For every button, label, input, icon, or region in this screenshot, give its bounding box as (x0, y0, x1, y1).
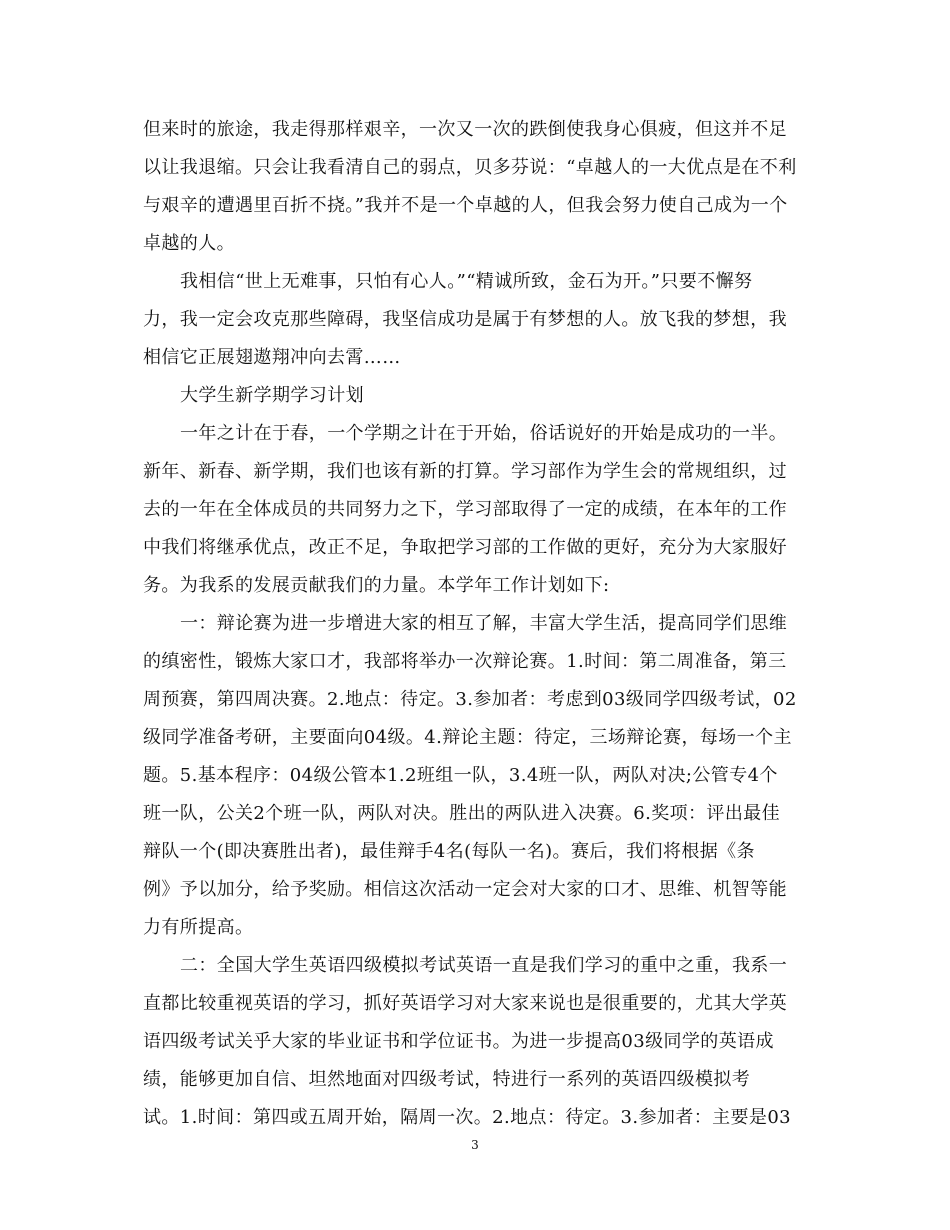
text-line: 一：辩论赛为进一步增进大家的相互了解，丰富大学生活，提高同学们思维 (180, 613, 788, 634)
text-line: 与艰辛的遭遇里百折不挠。”我并不是一个卓越的人，但我会努力使自己成为一个 (143, 195, 788, 216)
section-heading: 大学生新学期学习计划 (180, 385, 364, 406)
text-line: 力，我一定会攻克那些障碍，我坚信成功是属于有梦想的人。放飞我的梦想，我 (143, 309, 787, 330)
text-line: 一年之计在于春，一个学期之计在于开始，俗话说好的开始是成功的一半。 (180, 423, 788, 444)
text-line: 去的一年在全体成员的共同努力之下，学习部取得了一定的成绩，在本年的工作 (143, 499, 787, 520)
text-line: 二：全国大学生英语四级模拟考试英语一直是我们学习的重中之重，我系一 (180, 955, 788, 976)
text-line: 语四级考试关乎大家的毕业证书和学位证书。为进一步提高03级同学的英语成 (143, 1031, 774, 1052)
text-line: 以让我退缩。只会让我看清自己的弱点，贝多芬说：“卓越人的一大优点是在不利 (143, 157, 797, 178)
page-number: 3 (471, 1138, 479, 1152)
text-line: 卓越的人。 (143, 233, 235, 254)
text-line: 新年、新春、新学期，我们也该有新的打算。学习部作为学生会的常规组织，过 (143, 461, 787, 482)
text-line: 周预赛，第四周决赛。2.地点：待定。3.参加者：考虑到03级同学四级考试，02 (143, 689, 797, 710)
text-line: 但来时的旅途，我走得那样艰辛，一次又一次的跌倒使我身心俱疲，但这并不足 (143, 119, 787, 140)
text-line: 辩队一个(即决赛胜出者)，最佳辩手4名(每队一名)。赛后，我们将根据《条 (143, 841, 755, 862)
text-line: 相信它正展翅遨翔冲向去霄…… (143, 347, 401, 368)
text-line: 级同学准备考研，主要面向04级。4.辩论主题：待定，三场辩论赛，每场一个主 (143, 727, 792, 748)
text-line: 中我们将继承优点，改正不足，争取把学习部的工作做的更好，充分为大家服好 (143, 537, 787, 558)
text-line: 直都比较重视英语的学习，抓好英语学习对大家来说也是很重要的，尤其大学英 (143, 993, 787, 1014)
text-line: 例》予以加分，给予奖励。相信这次活动一定会对大家的口才、思维、机智等能 (143, 879, 787, 900)
text-line: 题。5.基本程序：04级公管本1.2班组一队，3.4班一队，两队对决;公管专4个 (143, 765, 778, 786)
text-line: 班一队，公关2个班一队，两队对决。胜出的两队进入决赛。6.奖项：评出最佳 (143, 803, 781, 824)
text-line: 的缜密性，锻炼大家口才，我部将举办一次辩论赛。1.时间：第二周准备，第三 (143, 651, 787, 672)
text-line: 务。为我系的发展贡献我们的力量。本学年工作计划如下: (143, 575, 610, 596)
text-line: 我相信“世上无难事，只怕有心人。”“精诚所致，金石为开。”只要不懈努 (180, 271, 753, 292)
text-line: 绩，能够更加自信、坦然地面对四级考试，特进行一系列的英语四级模拟考 (143, 1069, 751, 1090)
text-line: 试。1.时间：第四或五周开始，隔周一次。2.地点：待定。3.参加者：主要是03 (143, 1107, 792, 1128)
text-line: 力有所提高。 (143, 917, 254, 938)
